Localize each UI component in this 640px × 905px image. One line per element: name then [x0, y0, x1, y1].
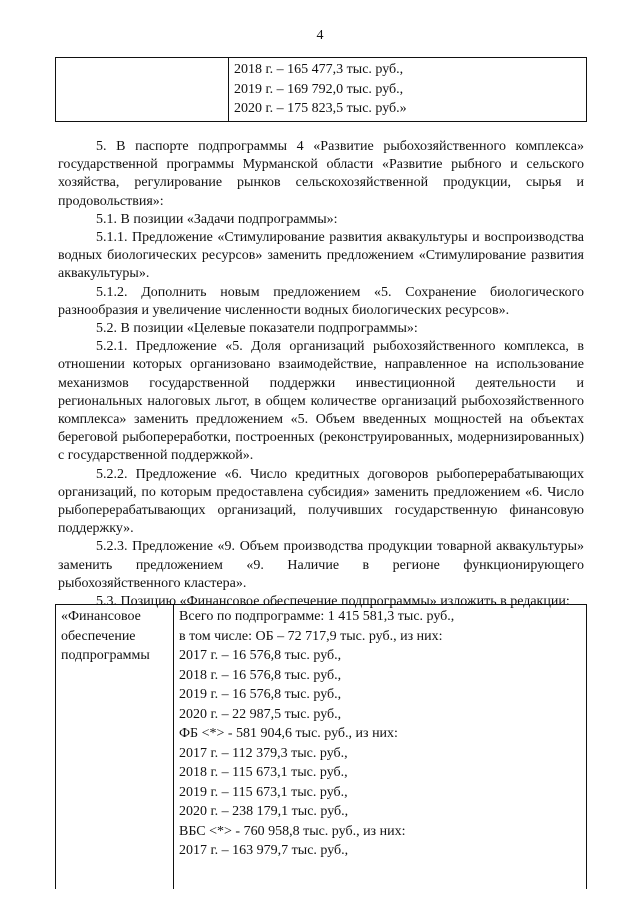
funding-line: 2019 г. – 169 792,0 тыс. руб.,	[234, 81, 404, 97]
funding-line: в том числе: ОБ – 72 717,9 тыс. руб., из них:	[179, 628, 443, 644]
funding-line: 2017 г. – 16 576,8 тыс. руб.,	[179, 648, 342, 663]
table-cell-funding	[174, 605, 587, 889]
paragraph: 5.2. В позиции «Целевые показатели подпрограммы»:	[96, 321, 418, 337]
page-number: 4	[316, 28, 324, 43]
funding-line: 2017 г. – 112 379,3 тыс. руб.,	[179, 745, 348, 761]
funding-line: 2018 г. – 115 673,1 тыс. руб.,	[179, 765, 348, 780]
paragraph: 5.2.1. Предложение «5. Доля организаций рыбохозяйственного комплекса, в отношении которых организовано взаимодействие, направленное на использование механизмов государственной поддержки инвестиционной деятельности и региональных налоговых льгот, в общем количестве организаций рыбохозяйственного комплекса» заменить предложением «5. Объем введенных мощностей на объектах береговой рыбопереработки, построенных (реконструированных, модернизированных) с государственной поддержкой».	[58, 339, 584, 464]
funding-line: 2018 г. – 16 576,8 тыс. руб.,	[179, 667, 342, 683]
table-row	[56, 58, 587, 122]
table-cell-funding	[229, 58, 587, 122]
table-cell-empty	[56, 58, 229, 122]
table-row	[56, 605, 587, 889]
funding-continuation-table	[55, 57, 587, 122]
funding-line: 2019 г. – 16 576,8 тыс. руб.,	[179, 687, 342, 702]
paragraph: 5.1.2. Дополнить новым предложением «5. Сохранение биологического разнообразия и увеличение численности водных биологических ресурсов».	[58, 284, 584, 318]
paragraph: 5. В паспорте подпрограммы 4 «Развитие рыбохозяйственного комплекса» государственной программы Мурманской области «Развитие рыбного и сельского хозяйства, регулирование рынков сельскохозяйственной продукции, сырья и продовольствия»:	[58, 139, 584, 209]
table-cell-label: «Финансовое обеспечение подпрограммы	[56, 605, 174, 889]
funding-line: 2017 г. – 163 979,7 тыс. руб.,	[179, 843, 349, 858]
funding-line: 2020 г. – 22 987,5 тыс. руб.,	[179, 706, 342, 722]
financial-support-table	[55, 604, 587, 889]
funding-line: 2018 г. – 165 477,3 тыс. руб.,	[234, 62, 404, 77]
paragraph: 5.3. Позицию «Финансовое обеспечение подпрограммы» изложить в редакции:	[96, 594, 570, 610]
funding-line: ФБ <*> - 581 904,6 тыс. руб., из них:	[179, 726, 398, 741]
funding-line: 2020 г. – 175 823,5 тыс. руб.»	[234, 101, 407, 116]
paragraph: 5.1. В позиции «Задачи подпрограммы»:	[96, 211, 338, 227]
funding-line: 2020 г. – 238 179,1 тыс. руб.,	[179, 804, 349, 819]
paragraph: 5.2.3. Предложение «9. Объем производства продукции товарной аквакультуры» заменить предложением «9. Наличие в регионе функционирующего рыбохозяйственного кластера».	[58, 539, 584, 591]
funding-line: 2019 г. – 115 673,1 тыс. руб.,	[179, 784, 348, 800]
document-body	[58, 138, 584, 611]
paragraph: 5.2.2. Предложение «6. Число кредитных договоров рыбоперерабатывающих организаций, по которым предоставлена субсидия» заменить предложением «6. Число рыбоперерабатывающих организаций, получивших государственную финансовую поддержку».	[58, 466, 584, 537]
funding-line: ВБС <*> - 760 958,8 тыс. руб., из них:	[179, 823, 406, 839]
paragraph: 5.1.1. Предложение «Стимулирование развития аквакультуры и воспроизводства водных биологических ресурсов» заменить предложением «Стимулирование развития аквакультуры».	[58, 230, 584, 282]
funding-line: Всего по подпрограмме: 1 415 581,3 тыс. руб.,	[179, 609, 455, 624]
